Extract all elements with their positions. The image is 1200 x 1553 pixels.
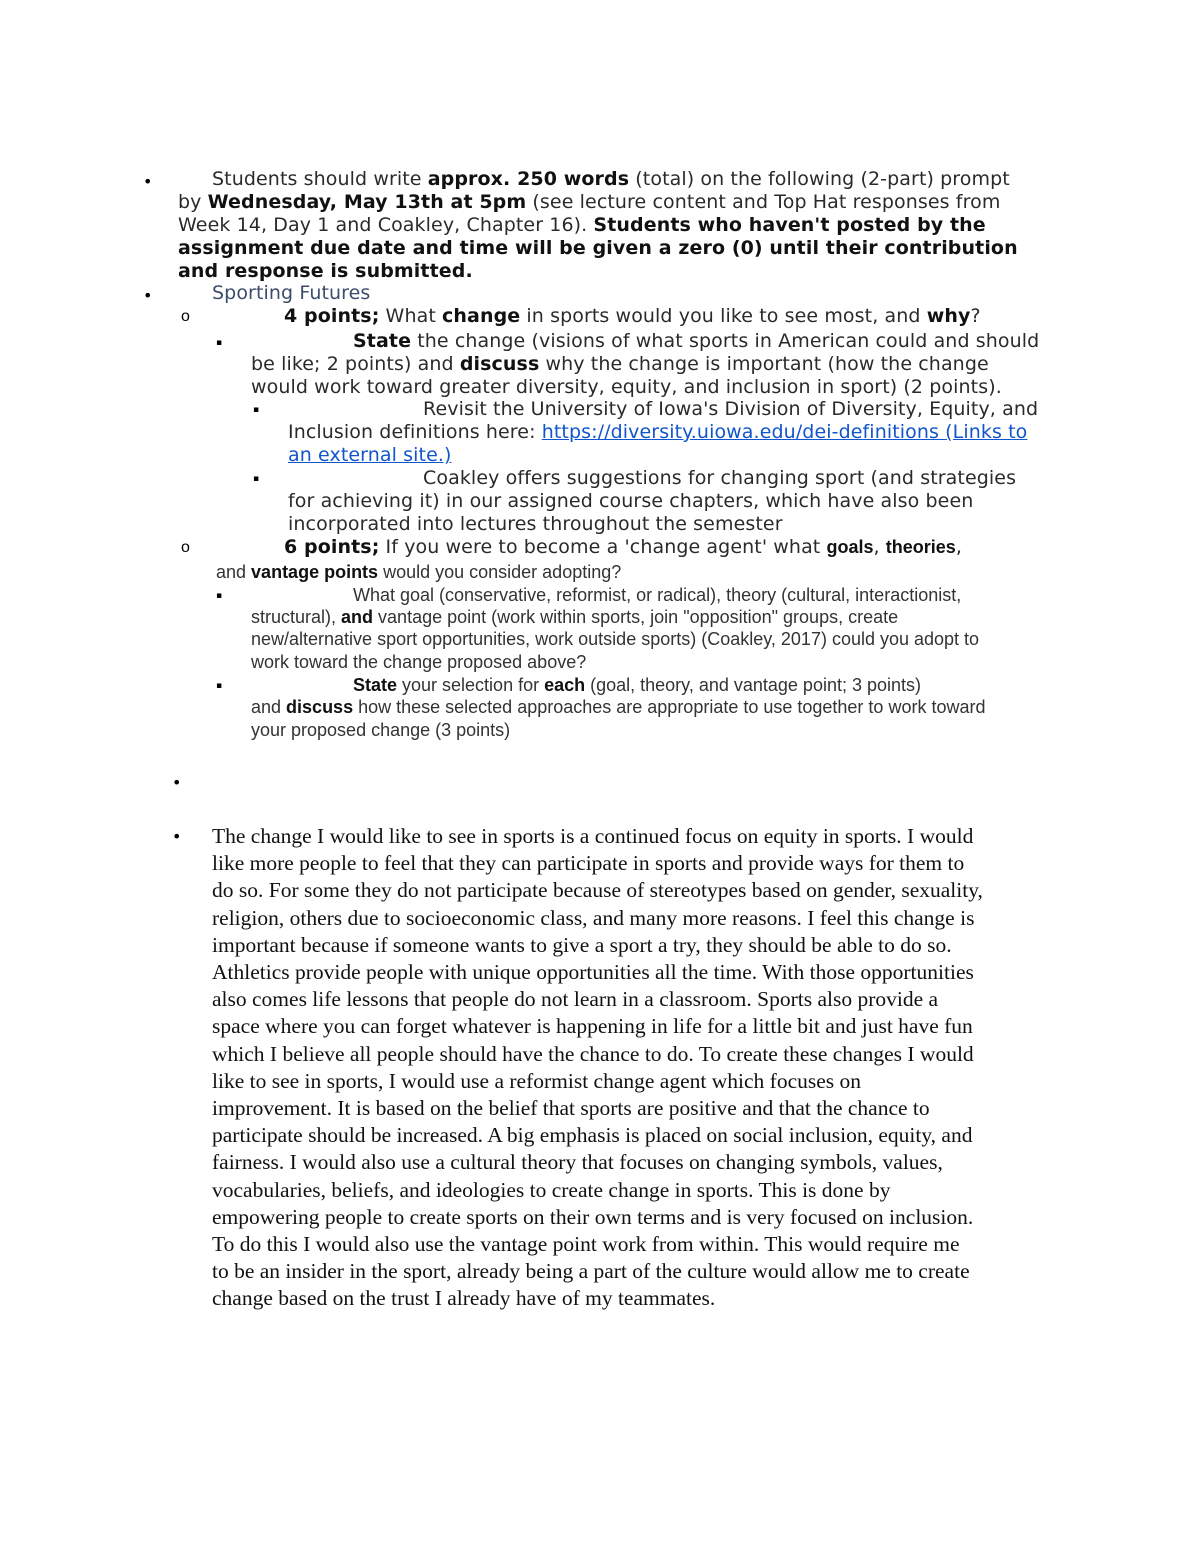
bullet-disc: • xyxy=(172,827,182,846)
essay-line: vocabularies, beliefs, and ideologies to create change in sports. This is done by xyxy=(212,1177,891,1202)
intro-line-2: by Wednesday, May 13th at 5pm (see lecture content and Top Hat responses from xyxy=(178,191,1001,213)
part2-state-line-2: and discuss how these selected approaches are appropriate to use together to work toward xyxy=(251,697,986,717)
part1-detail-line-1: State the change (visions of what sports in American could and should xyxy=(353,330,1040,352)
essay-line: like more people to feel that they can participate in sports and provide ways for them to xyxy=(212,851,965,876)
essay-line: like to see in sports, I would use a reformist change agent which focuses on xyxy=(212,1068,862,1093)
part2-state-line-3: your proposed change (3 points) xyxy=(251,720,511,740)
essay-line: space where you can forget whatever is happening in life for a little bit and just have fun xyxy=(212,1014,973,1039)
bullet-circle: o xyxy=(181,539,190,556)
part1-coakley-line-3: incorporated into lectures throughout the semester xyxy=(288,513,783,535)
essay-line: improvement. It is based on the belief that sports are positive and that the chance to xyxy=(212,1096,930,1120)
part2-what-line-1: What goal (conservative, reformist, or radical), theory (cultural, interactionist, xyxy=(353,585,962,605)
part1-question: 4 points; What change in sports would you like to see most, and why? xyxy=(284,305,981,327)
dei-definitions-link[interactable]: https://diversity.uiowa.edu/dei-definitions (Links to xyxy=(541,421,1028,443)
bullet-square: ▪ xyxy=(216,681,223,691)
essay-line: do so. For some they do not participate because of stereotypes based on gender, sexuality, xyxy=(212,878,983,903)
essay-line: To do this I would also use the vantage point work from within. This would require me xyxy=(212,1232,960,1256)
bullet-square: ▪ xyxy=(253,474,260,484)
essay-line: which I believe all people should have the chance to do. To create these changes I would xyxy=(212,1041,974,1066)
part2-what-line-3: new/alternative sport opportunities, work outside sports) (Coakley, 2017) could you adopt to xyxy=(251,629,980,649)
essay-line: Athletics provide people with unique opportunities all the time. With those opportunities xyxy=(212,960,974,984)
intro-line-5: and response is submitted. xyxy=(178,260,473,282)
part1-revisit-line-3 xyxy=(288,444,452,466)
part2-state-line-1: State your selection for each (goal, theory, and vantage point; 3 points) xyxy=(353,675,922,695)
bullet-disc-empty: • xyxy=(172,773,182,792)
essay-line: fairness. I would also use a cultural theory that focuses on changing symbols, values, xyxy=(212,1150,943,1175)
part2-what-line-4: work toward the change proposed above? xyxy=(251,652,587,672)
part1-coakley-line-2: for achieving it) in our assigned course chapters, which have also been xyxy=(288,490,974,512)
bullet-square: ▪ xyxy=(216,591,223,601)
part1-detail-line-3: would work toward greater diversity, equity, and inclusion in sport) (2 points). xyxy=(251,376,1002,398)
part1-revisit-line-1: Revisit the University of Iowa's Division of Diversity, Equity, and xyxy=(423,398,1039,420)
part2-question: 6 points; If you were to become a 'change agent' what goals, theories, xyxy=(284,536,962,558)
intro-line-1: Students should write approx. 250 words (total) on the following (2-part) prompt xyxy=(212,168,1010,190)
intro-line-3: Week 14, Day 1 and Coakley, Chapter 16). Students who haven't posted by the xyxy=(178,214,986,236)
part1-revisit-line-2: Inclusion definitions here: https://diversity.uiowa.edu/dei-definitions (Links to xyxy=(288,421,1028,443)
section-title: Sporting Futures xyxy=(212,282,371,304)
bullet-disc: • xyxy=(143,286,153,305)
essay-line: The change I would like to see in sports is a continued focus on equity in sports. I would xyxy=(212,824,974,848)
bullet-disc: • xyxy=(143,172,153,191)
bullet-square: ▪ xyxy=(253,405,260,415)
essay-line: also comes life lessons that people do not learn in a classroom. Sports also provide a xyxy=(212,987,939,1012)
part2-question-line-2: and vantage points would you consider adopting? xyxy=(216,562,622,582)
intro-line-4: assignment due date and time will be given a zero (0) until their contribution xyxy=(178,237,1018,259)
essay-line: religion, others due to socioeconomic class, and many more reasons. I feel this change is xyxy=(212,905,975,930)
essay-line: empowering people to create sports on their own terms and is very focused on inclusion. xyxy=(212,1204,974,1229)
dei-definitions-link-continued[interactable]: an external site.) xyxy=(288,444,452,466)
part1-detail-line-2: be like; 2 points) and discuss why the change is important (how the change xyxy=(251,353,989,375)
essay-line: important because if someone wants to give a sport a try, they should be able to do so. xyxy=(212,932,952,957)
bullet-square: ▪ xyxy=(216,338,223,348)
part1-coakley-line-1: Coakley offers suggestions for changing sport (and strategies xyxy=(423,467,1017,489)
bullet-circle: o xyxy=(181,308,190,325)
essay-line: participate should be increased. A big emphasis is placed on social inclusion, equity, and xyxy=(212,1123,973,1148)
part2-what-line-2: structural), and vantage point (work within sports, join "opposition" groups, create xyxy=(251,607,899,627)
essay-line: change based on the trust I already have of my teammates. xyxy=(212,1286,716,1311)
essay-line: to be an insider in the sport, already being a part of the culture would allow me to create xyxy=(212,1259,970,1284)
